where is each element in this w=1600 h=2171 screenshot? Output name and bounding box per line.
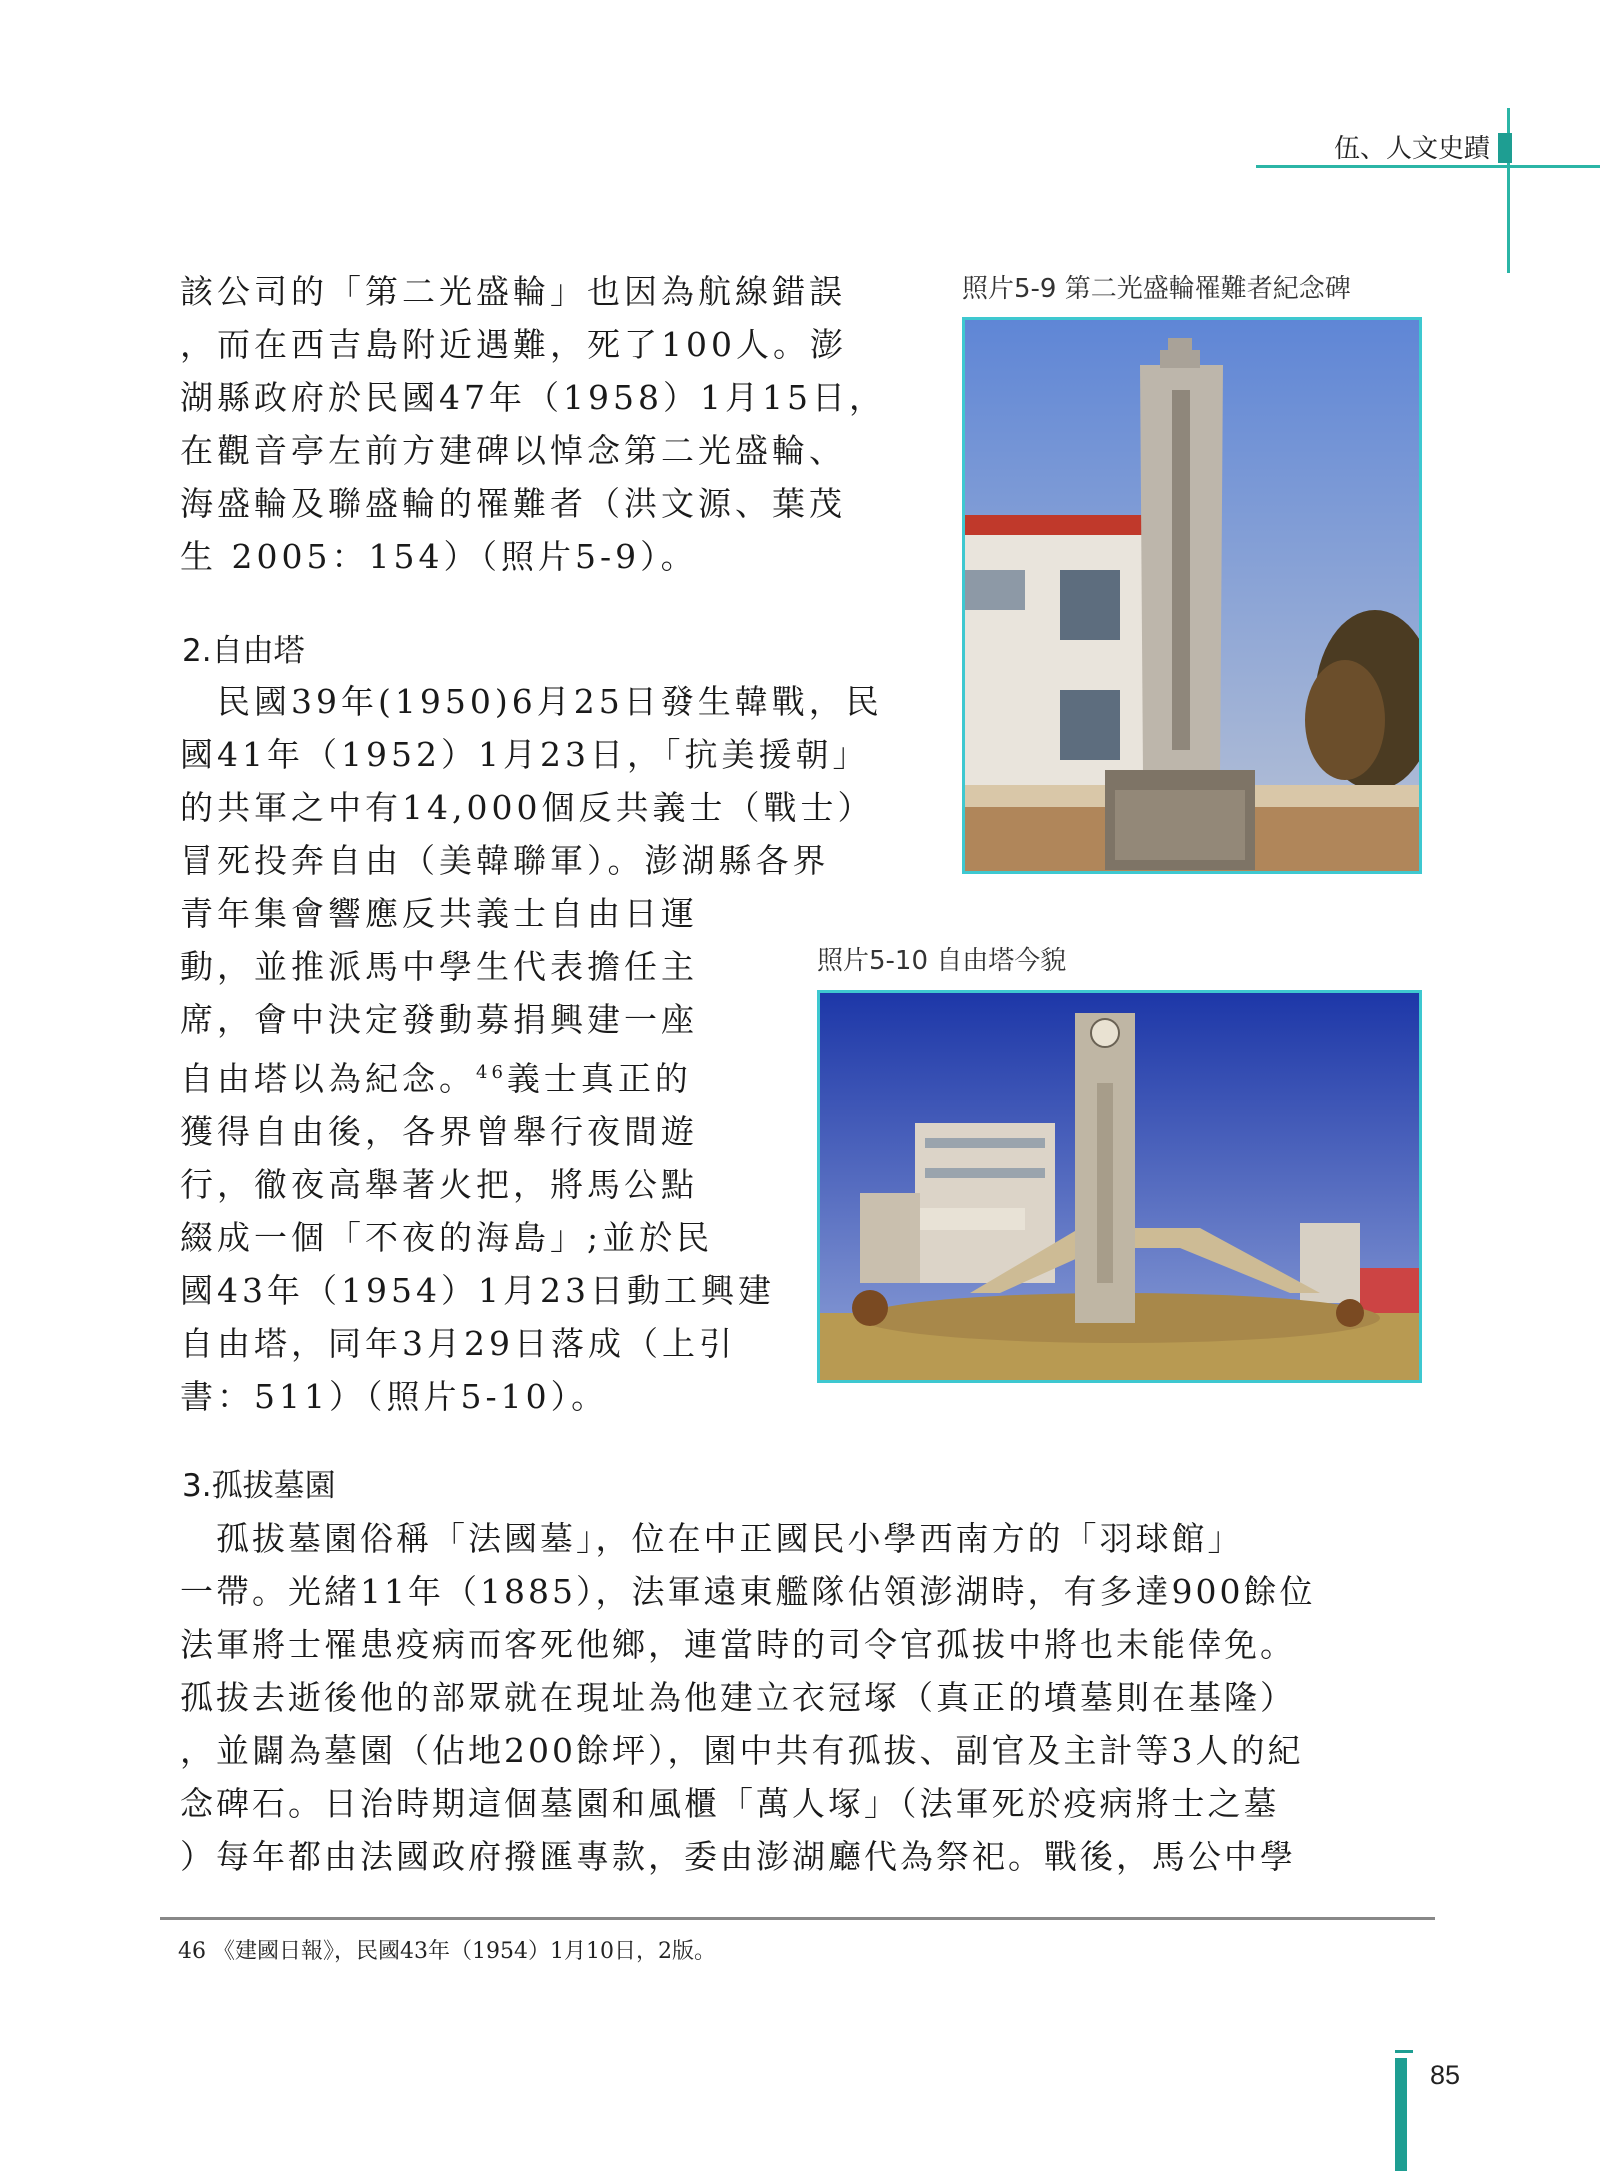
text-line: 綴成一個「不夜的海島」;並於民 [180,1218,714,1257]
text-line: 動，並推派馬中學生代表擔任主 [180,947,698,986]
text-segment: 義士真正的 [506,1059,692,1098]
text-line: 湖縣政府於民國47年（1958）1月15日， [180,378,886,417]
text-line: 獲得自由後，各界曾舉行夜間遊 [180,1112,698,1151]
text-line [180,1046,883,1105]
text-line: 海盛輪及聯盛輪的罹難者（洪文源、葉茂 [180,484,846,523]
footnote-reference[interactable]: 46 [476,1062,507,1083]
text-line: 法軍將士罹患疫病而客死他鄉，連當時的司令官孤拔中將也未能倖免。 [180,1625,1296,1664]
section-heading-courbet-cemetery: 3.孤拔墓園 [182,1468,336,1504]
freedom-tower-paragraph [180,675,883,1423]
header-marker [1498,133,1512,163]
text-line: 行，徹夜高舉著火把，將馬公點 [180,1165,698,1204]
photo-memorial-monument [962,317,1422,874]
text-line: 書：511）（照片5-10）。 [180,1377,609,1416]
text-line: 孤拔去逝後他的部眾就在現址為他建立衣冠塚（真正的墳墓則在基隆） [180,1678,1296,1717]
intro-paragraph [180,265,886,583]
section-heading-freedom-tower: 2.自由塔 [182,633,305,669]
text-line: 念碑石。日治時期這個墓園和風櫃「萬人塚」（法軍死於疫病將士之墓 [180,1784,1280,1823]
courbet-cemetery-paragraph [180,1512,1315,1883]
text-line: 國43年（1954）1月23日動工興建 [180,1271,775,1310]
text-line: 自由塔，同年3月29日落成（上引 [180,1324,736,1363]
text-line: ，並闢為墓園（佔地200餘坪），園中共有孤拔、副官及主計等3人的紀 [180,1731,1304,1770]
text-line: 民國39年(1950)6月25日發生韓戰，民 [180,682,883,721]
running-header: 伍、人文史蹟 [1333,134,1490,164]
text-segment: 自由塔以為紀念。 [180,1059,476,1098]
text-line: 一帶。光緒11年（1885），法軍遠東艦隊佔領澎湖時，有多達900餘位 [180,1572,1316,1611]
footnote-46: 46 《建國日報》，民國43年（1954）1月10日，2版。 [178,1939,716,1964]
text-line: 該公司的「第二光盛輪」也因為航線錯誤 [180,272,846,311]
page-number-bar [1395,2058,1407,2171]
text-line: ，而在西吉島附近遇難，死了100人。澎 [180,325,847,364]
header-rule [1256,165,1600,168]
photo-caption-5-9: 照片5-9 第二光盛輪罹難者紀念碑 [962,274,1351,304]
text-line: 在觀音亭左前方建碑以悼念第二光盛輪、 [180,431,846,470]
text-line: 的共軍之中有14,000個反共義士（戰士） [180,788,875,827]
photo-caption-5-10: 照片5-10 自由塔今貌 [817,946,1067,976]
text-line: 席，會中決定發動募捐興建一座 [180,1000,698,1039]
text-line: 孤拔墓園俗稱「法國墓」，位在中正國民小學西南方的「羽球館」 [180,1519,1244,1558]
footnote-rule [160,1917,1435,1920]
text-line: 冒死投奔自由（美韓聯軍）。澎湖縣各界 [180,841,830,880]
text-line: 青年集會響應反共義士自由日運 [180,894,698,933]
text-line: ）每年都由法國政府撥匯專款，委由澎湖廳代為祭祀。戰後，馬公中學 [180,1837,1296,1876]
page-number-tick [1395,2050,1413,2053]
text-line: 生 2005：154）（照片5-9）。 [180,537,698,576]
page-number: 85 [1430,2060,1461,2090]
photo-freedom-tower [817,990,1422,1383]
text-line: 國41年（1952）1月23日，「抗美援朝」 [180,735,870,774]
